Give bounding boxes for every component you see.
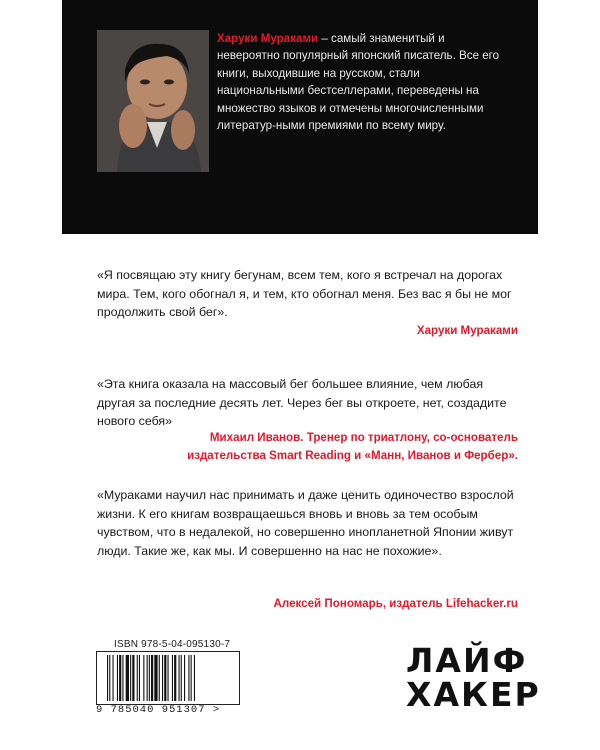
quote-2-attribution-line2: издательства Smart Reading и «Манн, Иванов и Фербер». [187, 449, 518, 462]
quote-3-attribution [273, 595, 518, 612]
logo-line-1: ЛАЙФ [406, 641, 528, 680]
quote-3: «Мураками научил нас принимать и даже ценить одиночество взрослой жизни. К его книгам возвращаешься вновь и вновь за тем особым чувством, что в недалекой, но совершенно инопланетной Японии живут люди. Такие же, как мы. И совершенно на нас не похожие». [97, 488, 514, 558]
quote-1: «Я посвящаю эту книгу бегунам, всем тем, кого я встречал на дорогах мира. Тем, кого обогнал я, и тем, кто обогнал меня. Без вас я бы не мог продолжить свой бег». [97, 268, 512, 320]
author-bio-text: – самый знаменитый и невероятно популярный японский писатель. Все его книги, выходившие на русском, стали национальными бестселлерами, переведены на множество языков и отмечены многочисленными литератур-ными премиями по всему миру. [217, 32, 500, 133]
author-name: Харуки Мураками [217, 32, 319, 45]
author-photo [97, 30, 209, 172]
quote-3-attribution-site: Lifehacker.ru [445, 597, 518, 610]
isbn-label: ISBN 978-5-04-095130-7 [114, 639, 231, 650]
quote-1-attribution: Харуки Мураками [416, 324, 518, 337]
quote-3-attribution-author: Алексей Пономарь, издатель [273, 597, 446, 610]
lifehacker-logo [406, 641, 541, 714]
quote-2-attribution-line1: Михаил Иванов. Тренер по триатлону, со-основатель [209, 431, 518, 444]
barcode-digits: 9 785040 951307 > [96, 704, 221, 716]
quote-2: «Эта книга оказала на массовый бег большее влияние, чем любая другая за последние десять лет. Через бег вы откроете, нет, создадите нового себя» [97, 377, 507, 429]
logo-line-2: ХАКЕР [406, 675, 541, 714]
barcode-bars [107, 655, 229, 701]
barcode [96, 651, 240, 705]
author-bio [217, 30, 507, 134]
